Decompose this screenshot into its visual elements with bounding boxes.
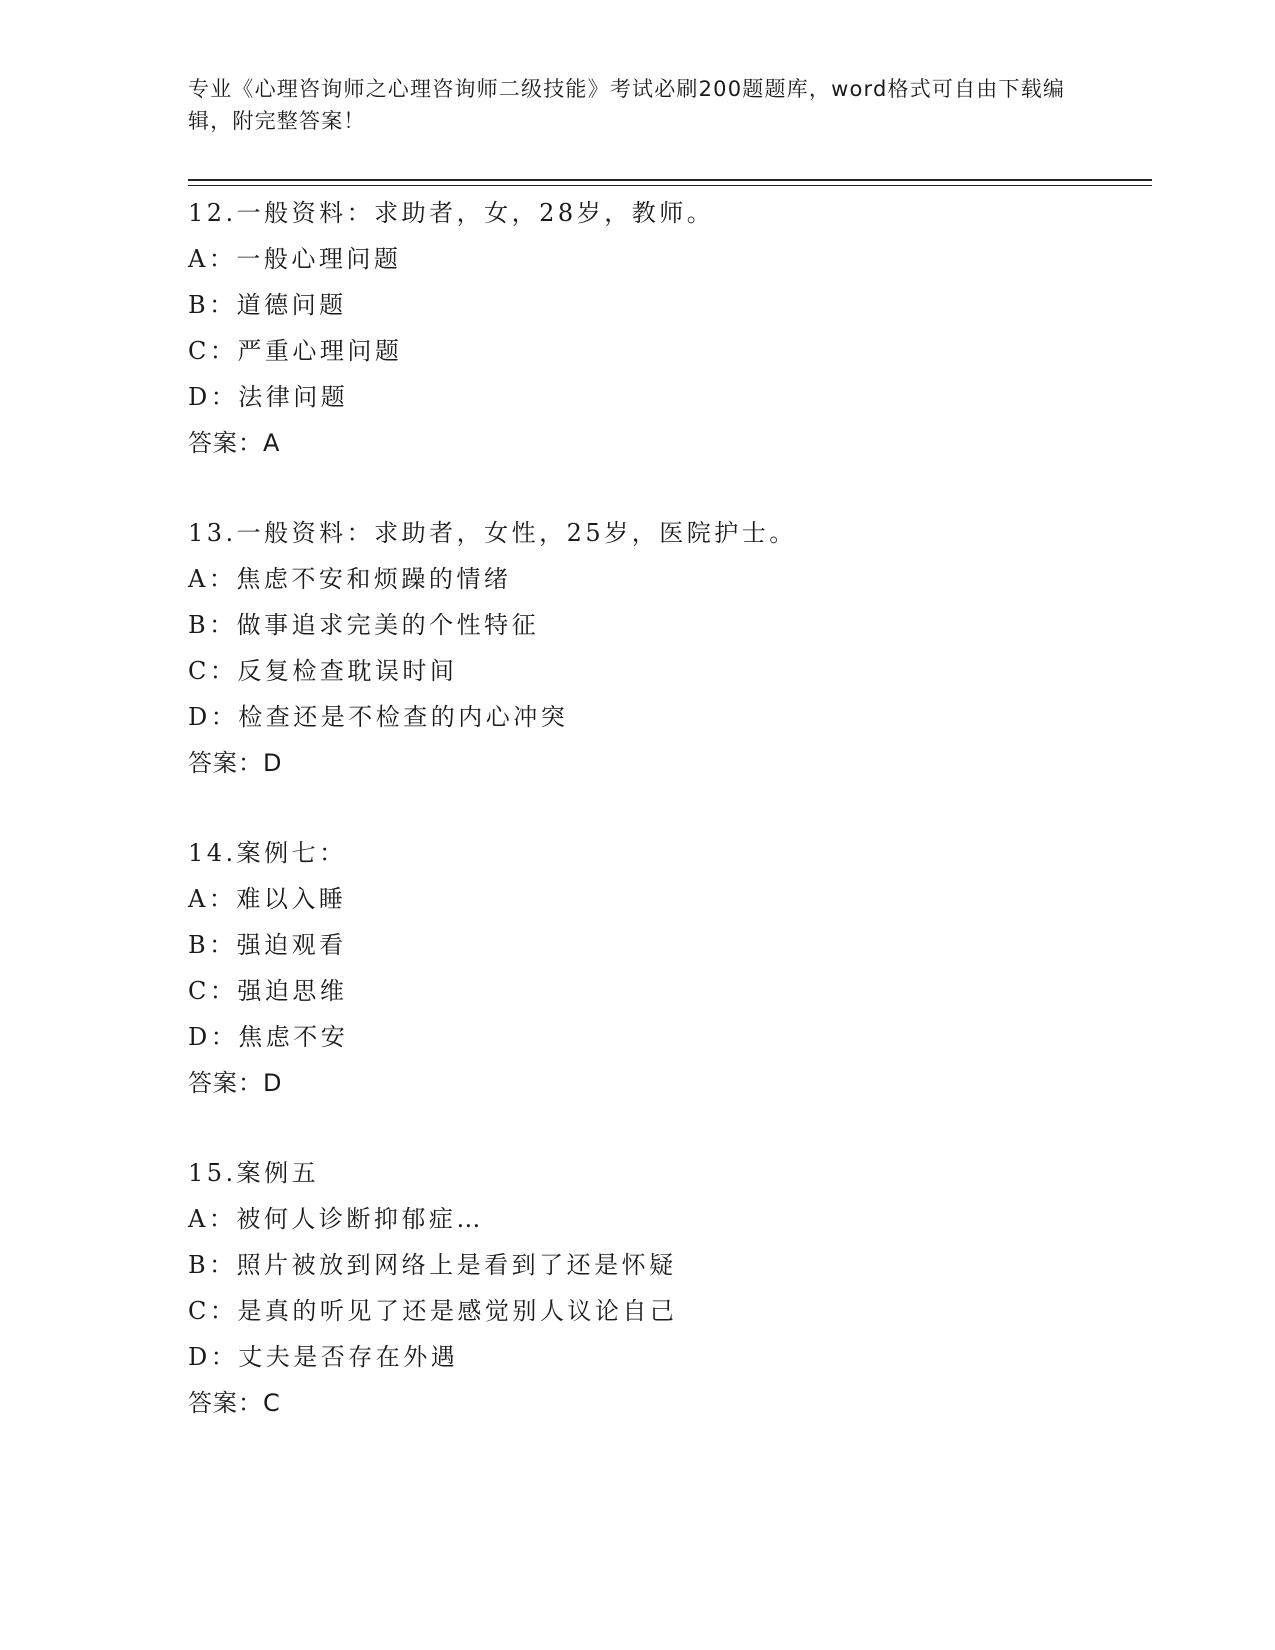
option-b: B：强迫观看 — [188, 931, 347, 959]
option-c: C：强迫思维 — [188, 977, 348, 1005]
question-stem: 12.一般资料：求助者，女，28岁，教师。 — [188, 199, 715, 227]
option-a: A：难以入睡 — [188, 885, 347, 913]
answer-line: 答案：D — [188, 749, 283, 777]
answer-line: 答案：A — [188, 429, 281, 457]
header-divider-thin — [188, 185, 1152, 186]
option-d: D：焦虑不安 — [188, 1023, 349, 1051]
option-c: C：反复检查耽误时间 — [188, 657, 458, 685]
option-d: D：法律问题 — [188, 383, 349, 411]
answer-line: 答案：C — [188, 1389, 281, 1417]
question-15 — [188, 1150, 1148, 1426]
answer-line: 答案：D — [188, 1069, 283, 1097]
question-list — [188, 190, 1148, 1470]
option-b: B：道德问题 — [188, 291, 347, 319]
option-a: A：一般心理问题 — [188, 245, 402, 273]
question-stem: 14.案例七： — [188, 839, 347, 867]
option-a: A：焦虑不安和烦躁的情绪 — [188, 565, 512, 593]
question-13 — [188, 510, 1148, 786]
option-b: B：做事追求完美的个性特征 — [188, 611, 540, 639]
option-c: C：是真的听见了还是感觉别人议论自己 — [188, 1297, 678, 1325]
option-c: C：严重心理问题 — [188, 337, 403, 365]
header-divider-thick — [188, 179, 1152, 181]
question-14 — [188, 830, 1148, 1106]
question-stem: 15.案例五 — [188, 1159, 320, 1187]
document-header: 专业《心理咨询师之心理咨询师二级技能》考试必刷200题题库，word格式可自由下载编辑，附完整答案！ — [188, 77, 1066, 133]
option-a: A：被何人诊断抑郁症… — [188, 1205, 484, 1233]
option-d: D：检查还是不检查的内心冲突 — [188, 703, 569, 731]
question-12 — [188, 190, 1148, 466]
option-d: D：丈夫是否存在外遇 — [188, 1343, 459, 1371]
question-stem: 13.一般资料：求助者，女性，25岁，医院护士。 — [188, 519, 797, 547]
option-b: B：照片被放到网络上是看到了还是怀疑 — [188, 1251, 677, 1279]
